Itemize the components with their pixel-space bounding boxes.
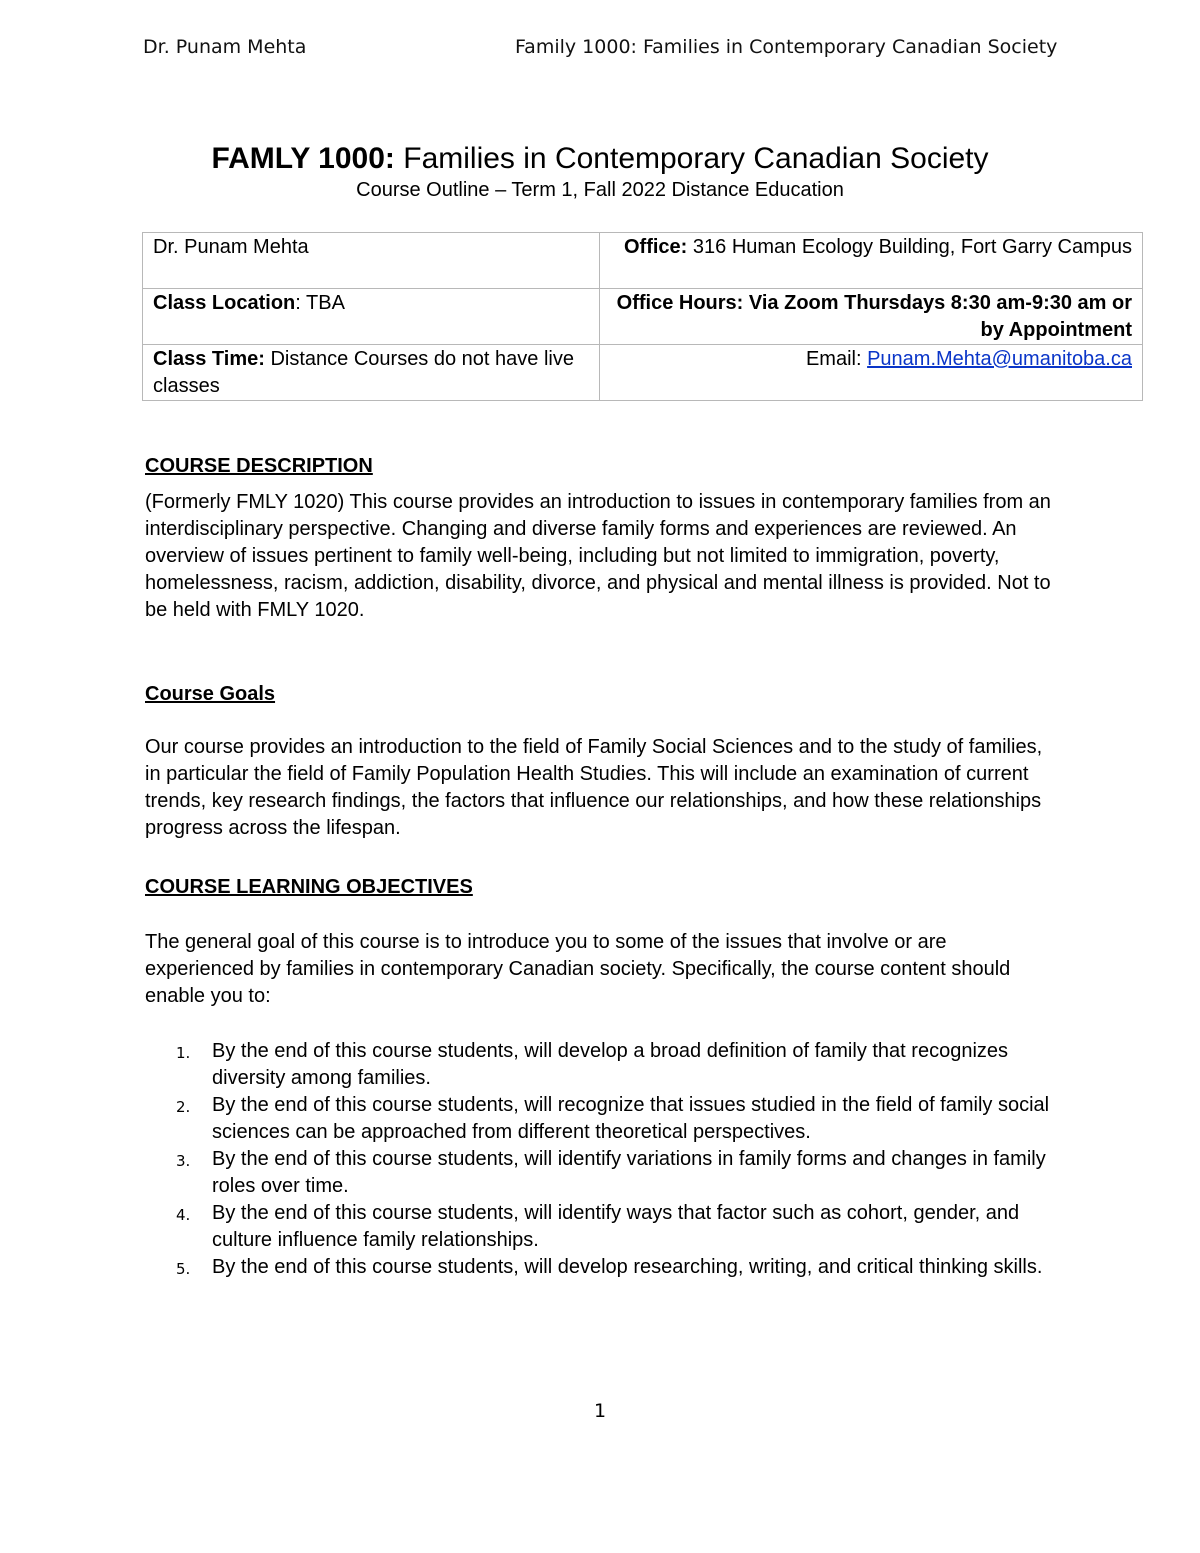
instructor-name: Dr. Punam Mehta: [153, 236, 309, 258]
list-item: [145, 1254, 1055, 1281]
learning-objectives-heading: COURSE LEARNING OBJECTIVES: [145, 876, 473, 898]
learning-objectives-section: [145, 874, 1055, 1281]
office-hours: Office Hours: Via Zoom Thursdays 8:30 am-9:30 am or by Appointment: [616, 292, 1132, 341]
list-item-text: By the end of this course students, will develop a broad definition of family that recognizes diversity among families.: [212, 1040, 1009, 1089]
class-time-cell: [143, 345, 600, 401]
course-goals-section: [145, 681, 1055, 842]
table-row: [143, 345, 1143, 401]
list-item-number: 1.: [176, 1044, 191, 1062]
page-title: [0, 142, 1200, 176]
list-item-text: By the end of this course students, will develop researching, writing, and critical thinking skills.: [212, 1256, 1043, 1278]
course-goals-text: Our course provides an introduction to the field of Family Social Sciences and to the study of families, in particular the field of Family Population Health Studies. This will include an examination of current trends, key research findings, the factors that influence our relationships, and how these relationships progress across the lifespan.: [145, 736, 1043, 839]
office-cell: [600, 233, 1143, 289]
location-label: Class Location: [153, 292, 296, 314]
course-info-table: [142, 232, 1143, 401]
list-item-text: By the end of this course students, will identify variations in family forms and changes in family roles over time.: [212, 1148, 1046, 1197]
list-item: [145, 1200, 1055, 1254]
instructor-cell: [143, 233, 600, 289]
course-description-section: [145, 453, 1055, 624]
learning-objectives-intro: The general goal of this course is to introduce you to some of the issues that involve or are experienced by families in contemporary Canadian society. Specifically, the course content should enable you to:: [145, 931, 1011, 1007]
list-item-number: 2.: [176, 1098, 191, 1116]
course-name: Families in Contemporary Canadian Society: [403, 142, 989, 175]
list-item: [145, 1146, 1055, 1200]
course-description-text: (Formerly FMLY 1020) This course provides an introduction to issues in contemporary families from an interdisciplinary perspective. Changing and diverse family forms and experiences are reviewed. An overview of issues pertinent to family well-being, including but not limited to immigration, poverty, homelessness, racism, addiction, disability, divorce, and physical and mental illness is provided. Not to be held with FMLY 1020.: [145, 491, 1051, 621]
office-value: 316 Human Ecology Building, Fort Garry Campus: [692, 236, 1132, 258]
table-row: [143, 233, 1143, 289]
list-item-text: By the end of this course students, will identify ways that factor such as cohort, gender, and culture influence family relationships.: [212, 1202, 1020, 1251]
office-hours-cell: [600, 289, 1143, 345]
list-item: [145, 1038, 1055, 1092]
header-author: Dr. Punam Mehta: [143, 36, 307, 58]
list-item: [145, 1092, 1055, 1146]
email-link[interactable]: Punam.Mehta@umanitoba.ca: [867, 348, 1132, 370]
location-value: : TBA: [295, 292, 345, 314]
header-course-title: Family 1000: Families in Contemporary Canadian Society: [515, 36, 1058, 58]
page-subtitle: Course Outline – Term 1, Fall 2022 Distance Education: [356, 179, 844, 201]
class-time-value: Distance Courses do not have live classes: [153, 348, 574, 397]
page-number: 1: [593, 1400, 607, 1422]
location-cell: [143, 289, 600, 345]
table-row: [143, 289, 1143, 345]
course-code: FAMLY 1000:: [211, 142, 395, 175]
email-label: Email:: [805, 348, 862, 370]
list-item-number: 4.: [176, 1206, 191, 1224]
list-item-number: 5.: [176, 1260, 191, 1278]
objectives-list: [145, 1038, 1055, 1281]
email-cell: [600, 345, 1143, 401]
course-description-heading: COURSE DESCRIPTION: [145, 455, 373, 477]
list-item-number: 3.: [176, 1152, 191, 1170]
course-goals-heading: Course Goals: [145, 683, 276, 705]
list-item-text: By the end of this course students, will recognize that issues studied in the field of family social sciences can be approached from different theoretical perspectives.: [212, 1094, 1050, 1143]
class-time-label: Class Time:: [153, 348, 265, 370]
office-label: Office:: [624, 236, 688, 258]
